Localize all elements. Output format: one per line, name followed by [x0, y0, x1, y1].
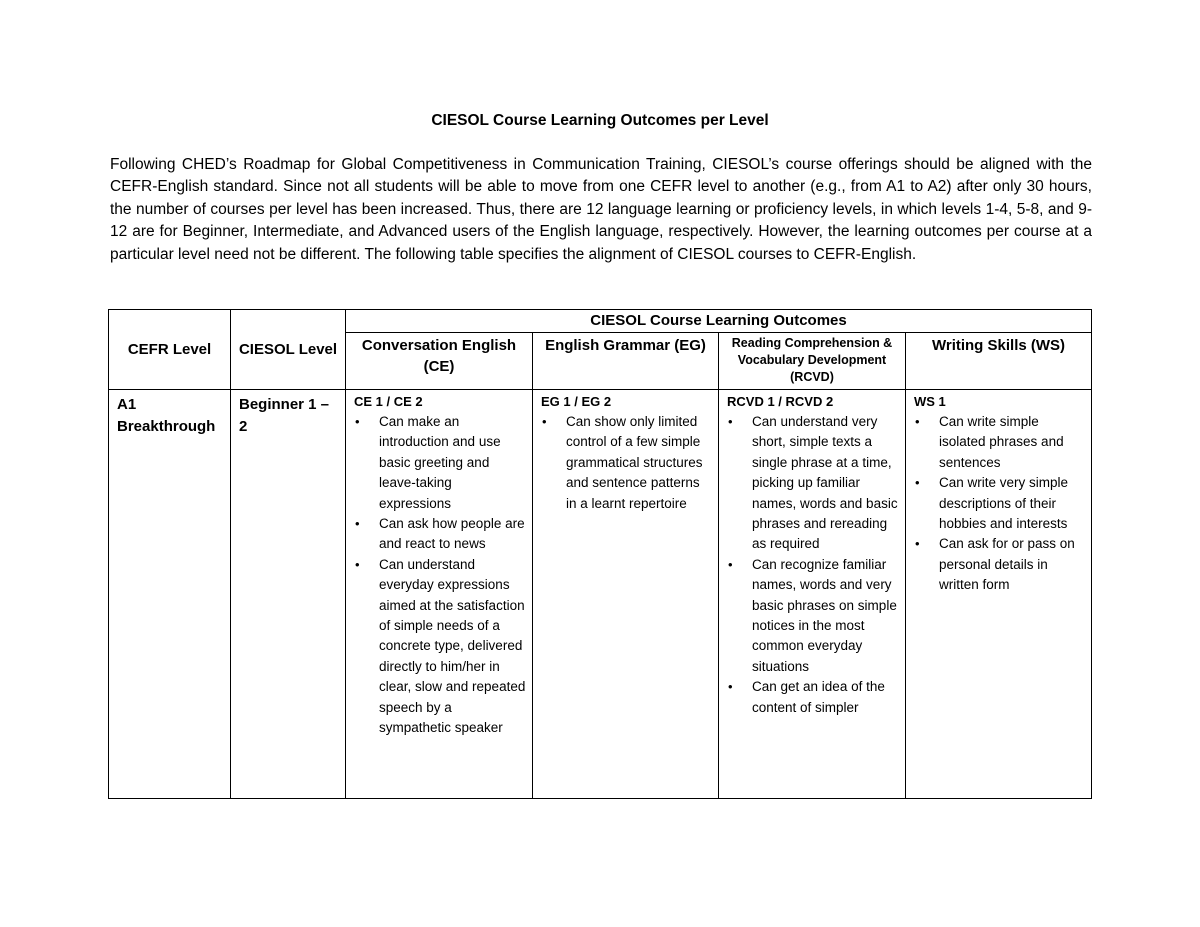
outcome-text: Can ask how people are and react to news	[379, 516, 525, 552]
header-cefr-level: CEFR Level	[109, 310, 231, 390]
outcome-text: Can make an introduction and use basic greeting and leave-taking expressions	[379, 414, 501, 511]
course-code: CE 1 / CE 2	[354, 394, 423, 409]
outcome-text: Can recognize familiar names, words and very basic phrases on simple notices in the most common everyday situations	[752, 556, 897, 674]
list-item	[912, 534, 1085, 595]
header-outcomes-group: CIESOL Course Learning Outcomes	[346, 310, 1092, 333]
outcome-list	[352, 412, 526, 739]
list-item	[352, 412, 526, 514]
rcvd-outcomes-cell	[719, 390, 906, 799]
ciesol-level-cell: Beginner 1 – 2	[231, 390, 346, 799]
bullet-icon: •	[728, 414, 733, 429]
outcome-text: Can write very simple descriptions of their hobbies and interests	[939, 475, 1069, 532]
outcomes-table	[108, 309, 1092, 799]
outcome-list	[725, 412, 899, 718]
document-title: CIESOL Course Learning Outcomes per Level	[431, 112, 769, 129]
ce-outcomes-cell	[346, 390, 533, 799]
header-writing-skills: Writing Skills (WS)	[906, 333, 1092, 390]
eg-outcomes-cell	[533, 390, 719, 799]
header-conversation-english: Conversation English (CE)	[346, 333, 533, 390]
outcome-text: Can ask for or pass on personal details in written form	[939, 536, 1075, 593]
header-ciesol-level: CIESOL Level	[231, 310, 346, 390]
bullet-icon: •	[542, 414, 547, 429]
outcome-text: Can understand everyday expressions aimed at the satisfaction of simple needs of a concrete type, delivered directly to him/her in clear, slow and repeated speech by a sympathetic speaker	[379, 556, 526, 736]
header-english-grammar: English Grammar (EG)	[533, 333, 719, 390]
bullet-icon: •	[355, 414, 360, 429]
list-item	[539, 412, 712, 514]
bullet-icon: •	[728, 679, 733, 695]
list-item	[352, 555, 526, 739]
course-code: RCVD 1 / RCVD 2	[727, 394, 834, 409]
outcome-list	[539, 412, 712, 514]
list-item	[725, 412, 899, 555]
list-item	[725, 555, 899, 677]
list-item	[912, 473, 1085, 534]
list-item	[725, 677, 899, 718]
outcome-text: Can understand very short, simple texts a single phrase at a time, picking up familiar names, words and basic phrases and rereading as required	[752, 414, 898, 552]
outcome-text: Can write simple isolated phrases and sentences	[939, 414, 1064, 470]
bullet-icon: •	[728, 556, 733, 572]
bullet-icon: •	[915, 536, 920, 552]
intro-paragraph: Following CHED’s Roadmap for Global Competitiveness in Communication Training, CIESOL’s course offerings should be aligned with the CEFR-English standard. Since not all students will be able to move from one CEFR level to another (e.g., from A1 to A2) after only 30 hours, the number of courses per level has been increased. Thus, there are 12 language learning or proficiency levels, in which levels 1-4, 5-8, and 9-12 are for Beginner, Intermediate, and Advanced users of the English language, respectively. However, the learning outcomes per course at a particular level need not be different. The following table specifies the alignment of CIESOL courses to CEFR-English.	[110, 156, 1092, 263]
bullet-icon: •	[355, 556, 360, 572]
outcome-text: Can get an idea of the content of simpler	[752, 679, 885, 715]
bullet-icon: •	[915, 414, 920, 429]
list-item	[912, 412, 1085, 473]
cefr-level-cell: A1 Breakthrough	[109, 390, 231, 799]
course-code: EG 1 / EG 2	[541, 394, 612, 409]
course-code: WS 1	[914, 394, 946, 409]
table-row	[109, 390, 1092, 799]
outcome-list	[912, 412, 1085, 596]
outcome-text: Can show only limited control of a few simple grammatical structures and sentence patterns in a learnt repertoire	[566, 414, 703, 511]
bullet-icon: •	[915, 475, 920, 491]
ws-outcomes-cell	[906, 390, 1092, 799]
bullet-icon: •	[355, 516, 360, 532]
header-reading-comprehension: Reading Comprehension & Vocabulary Development (RCVD)	[719, 333, 906, 390]
list-item	[352, 514, 526, 555]
